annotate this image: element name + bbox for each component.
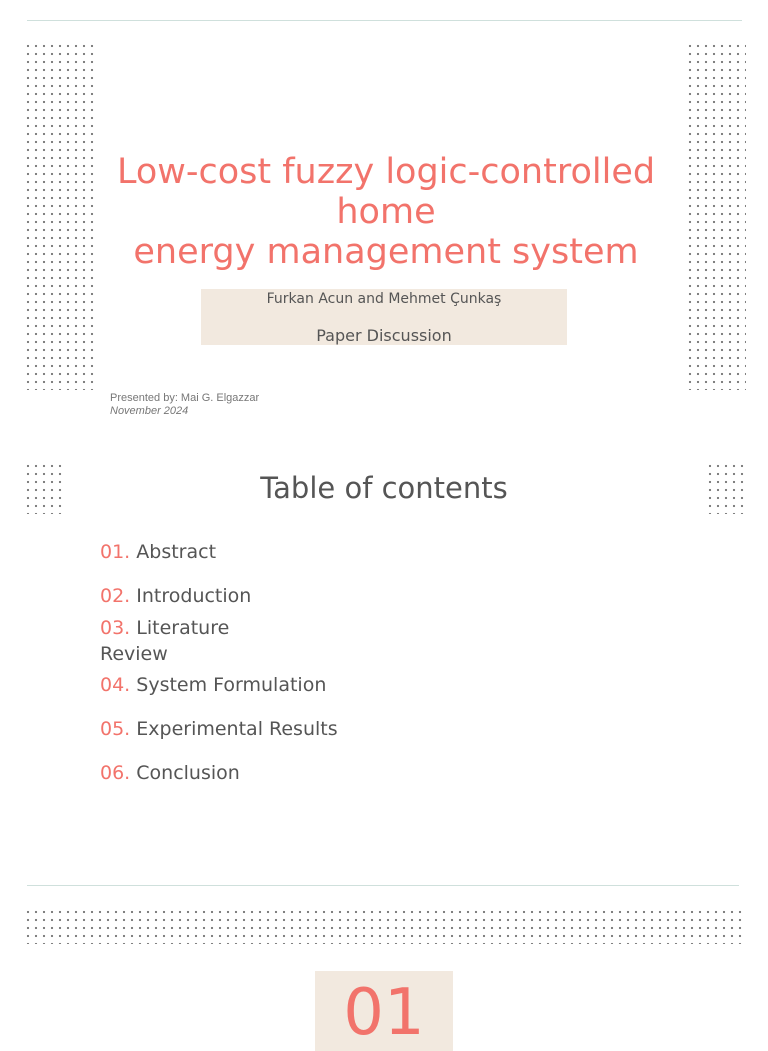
toc-label: System Formulation	[136, 674, 327, 696]
toc-number: 01.	[100, 541, 131, 563]
top-divider	[27, 20, 742, 21]
dot-pattern-section	[24, 908, 746, 944]
title-line-3: energy management system	[133, 232, 639, 272]
toc-number: 03.	[100, 617, 131, 639]
toc-label: Experimental Results	[136, 718, 338, 740]
toc-label: Introduction	[136, 585, 252, 607]
title-line-1: Low-cost fuzzy logic-controlled	[116, 152, 656, 192]
toc-number: 05.	[100, 718, 131, 740]
subtitle: Paper Discussion	[316, 326, 452, 345]
toc-item-system-formulation[interactable]	[100, 672, 326, 698]
presentation-title	[80, 152, 692, 272]
section-divider	[27, 885, 739, 886]
toc-title: Table of contents	[260, 471, 508, 505]
section-number: 01	[343, 976, 425, 1050]
dot-pattern-right	[686, 42, 746, 390]
authors-box	[201, 289, 567, 345]
toc-item-abstract[interactable]	[100, 539, 216, 565]
presentation-date: November 2024	[110, 405, 189, 417]
presenter: Presented by: Mai G. Elgazzar	[110, 392, 260, 404]
toc-number: 04.	[100, 674, 131, 696]
section-number-box	[315, 971, 453, 1051]
authors: Furkan Acun and Mehmet Çunkaş	[266, 291, 502, 307]
toc-item-literature-review[interactable]	[100, 615, 260, 667]
title-line-2: home	[336, 192, 436, 232]
toc-item-experimental-results[interactable]	[100, 716, 338, 742]
toc-item-conclusion[interactable]	[100, 760, 240, 786]
toc-number: 02.	[100, 585, 131, 607]
toc-item-introduction[interactable]	[100, 583, 251, 609]
toc-label: Literature Review	[100, 617, 230, 665]
toc-number: 06.	[100, 762, 131, 784]
toc-label: Conclusion	[136, 762, 240, 784]
toc-label: Abstract	[136, 541, 217, 563]
